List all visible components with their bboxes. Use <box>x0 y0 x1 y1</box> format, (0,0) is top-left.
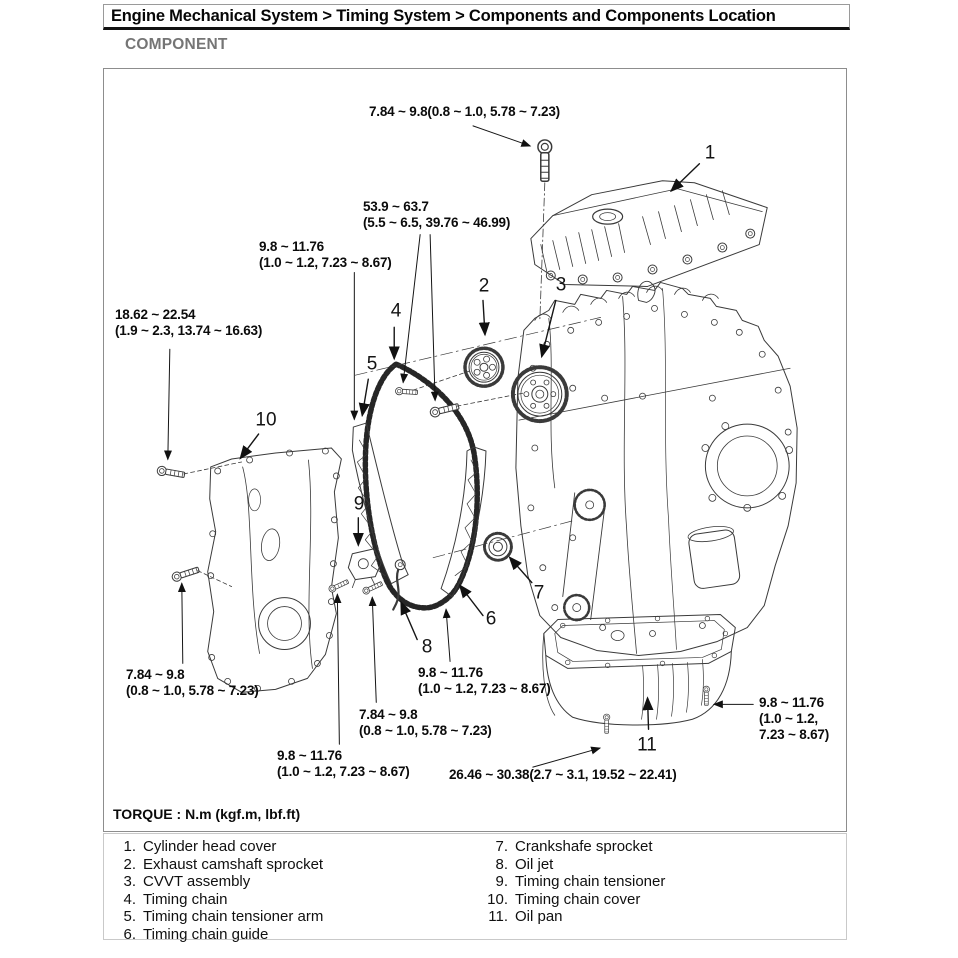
torque-line: 7.23 ~ 8.67) <box>759 727 830 742</box>
timing-chain-cover-drawing <box>208 448 342 692</box>
torque-line: (5.5 ~ 6.5, 39.76 ~ 46.99) <box>363 215 511 230</box>
legend-item-label: CVVT assembly <box>143 873 251 891</box>
part-number-9: 9 <box>353 493 365 515</box>
torque-line: (0.8 ~ 1.0, 5.78 ~ 7.23) <box>359 723 492 738</box>
legend-item-label: Timing chain cover <box>515 890 641 908</box>
camshaft-sprocket-drawing <box>465 348 503 386</box>
part-number-3: 3 <box>555 274 567 296</box>
legend-item-10 <box>482 891 665 909</box>
torque-line: 9.8 ~ 11.76 <box>277 748 342 763</box>
breadcrumb-text: Engine Mechanical System > Timing System > Components and Components Location <box>111 6 776 25</box>
legend-item-number: 5. <box>123 908 136 926</box>
torque-line: (1.0 ~ 1.2, 7.23 ~ 8.67) <box>277 764 410 779</box>
part-number-4: 4 <box>390 300 402 322</box>
legend <box>103 833 847 943</box>
legend-item-label: Cylinder head cover <box>143 838 277 855</box>
part-number-2: 2 <box>478 275 490 297</box>
cvvt-assembly-drawing <box>513 367 567 421</box>
legend-item-label: Timing chain tensioner <box>515 873 666 891</box>
torque-line: 7.84 ~ 9.8(0.8 ~ 1.0, 5.78 ~ 7.23) <box>369 104 560 119</box>
legend-item-7 <box>482 838 665 856</box>
page-title: COMPONENT <box>125 36 228 53</box>
cylinder-head-cover-drawing <box>531 181 767 287</box>
torque-line: 9.8 ~ 11.76 <box>418 665 483 680</box>
part-number-10: 10 <box>255 409 277 431</box>
torque-line: 9.8 ~ 11.76 <box>259 239 324 254</box>
legend-column-right <box>482 838 665 939</box>
part-number-11: 11 <box>637 734 657 756</box>
torque-label-cover-lower-bolt <box>126 667 259 699</box>
head-cover-bolt-drawing <box>538 140 552 320</box>
torque-line: 18.62 ~ 22.54 <box>115 307 196 322</box>
torque-label-chain-cover-bolt <box>115 307 262 339</box>
legend-item-5 <box>110 908 482 926</box>
crankshaft-sprocket-drawing <box>484 533 511 560</box>
part-number-6: 6 <box>485 608 497 630</box>
legend-item-8 <box>482 856 665 874</box>
legend-item-number: 11. <box>488 908 508 926</box>
torque-line: 7.84 ~ 9.8 <box>359 707 418 722</box>
chain-guide-drawing <box>441 447 486 597</box>
torque-line: 9.8 ~ 11.76 <box>759 695 824 710</box>
part-number-5: 5 <box>366 353 378 375</box>
legend-column-left <box>110 838 482 943</box>
oil-pan-drawing <box>543 615 736 734</box>
legend-item-number: 1. <box>123 838 136 855</box>
legend-item-number: 6. <box>123 925 136 943</box>
legend-item-number: 8. <box>495 855 508 873</box>
legend-item-3 <box>110 873 482 891</box>
legend-item-number: 4. <box>123 890 136 908</box>
engine-block-drawing <box>516 281 797 655</box>
component-diagram-panel <box>103 68 847 832</box>
torque-line: (1.0 ~ 1.2, 7.23 ~ 8.67) <box>418 681 551 696</box>
legend-item-2 <box>110 856 482 874</box>
torque-label-chain-guide-bolt <box>418 665 551 697</box>
part-number-1: 1 <box>704 142 716 164</box>
legend-item-number: 10. <box>487 890 508 908</box>
legend-item-4 <box>110 891 482 909</box>
legend-item-number: 3. <box>123 873 136 891</box>
torque-line: (1.0 ~ 1.2, <box>759 711 818 726</box>
legend-item-1 <box>110 838 482 856</box>
torque-line: (1.0 ~ 1.2, 7.23 ~ 8.67) <box>259 255 392 270</box>
torque-label-oil-pan-drain-plug <box>449 767 677 783</box>
legend-item-label: Oil jet <box>515 855 554 873</box>
legend-item-label: Timing chain <box>143 890 228 908</box>
torque-note: TORQUE : N.m (kgf.m, lbf.ft) <box>113 806 301 822</box>
torque-label-tensioner-bolt <box>277 748 410 780</box>
torque-label-camshaft-sprocket-bolts <box>363 199 510 231</box>
legend-item-label: Crankshafe sprocket <box>515 838 653 855</box>
torque-line: 26.46 ~ 30.38(2.7 ~ 3.1, 19.52 ~ 22.41) <box>449 767 677 782</box>
legend-item-9 <box>482 873 665 891</box>
torque-line: (1.9 ~ 2.3, 13.74 ~ 16.63) <box>115 323 263 338</box>
torque-line: 53.9 ~ 63.7 <box>363 199 429 214</box>
part-number-8: 8 <box>421 636 433 658</box>
torque-label-tensioner-arm-bolt <box>259 239 392 271</box>
part-number-7: 7 <box>533 582 545 604</box>
legend-item-number: 9. <box>495 873 508 891</box>
legend-item-11 <box>482 908 665 926</box>
legend-item-label: Timing chain guide <box>143 925 269 943</box>
torque-label-head-cover-bolt <box>369 104 560 120</box>
legend-item-number: 2. <box>123 855 136 873</box>
torque-label-oil-pan-bolt <box>759 695 829 743</box>
torque-label-oil-jet-bolt <box>359 707 492 739</box>
torque-line: 7.84 ~ 9.8 <box>126 667 185 682</box>
legend-item-6 <box>110 926 482 944</box>
legend-item-label: Exhaust camshaft sprocket <box>143 855 324 873</box>
legend-item-label: Timing chain tensioner arm <box>143 908 324 926</box>
breadcrumb <box>103 4 850 30</box>
legend-item-label: Oil pan <box>515 908 563 926</box>
legend-item-number: 7. <box>495 838 508 855</box>
torque-line: (0.8 ~ 1.0, 5.78 ~ 7.23) <box>126 683 259 698</box>
